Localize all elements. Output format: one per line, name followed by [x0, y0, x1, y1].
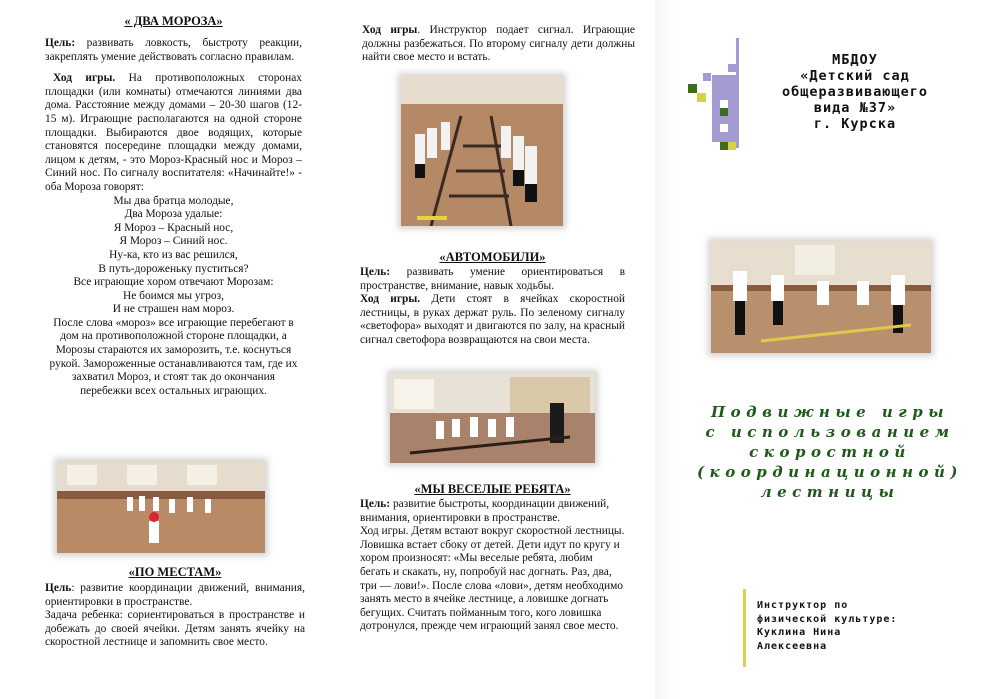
poem-line: Не боимся мы угроз,: [123, 289, 224, 302]
column-left: [0, 0, 330, 699]
course3-label: Ход игры.: [360, 293, 421, 306]
org-line: вида №37»: [813, 100, 897, 116]
goal-paragraph: [45, 37, 302, 64]
goal2-label: Цель: [45, 582, 72, 594]
goal-label: Цель:: [45, 37, 76, 49]
course-text: На противоположных сторонах площадки (или комнаты) отмечаются линиями два дома. Расстояние между домами – 20-30 шагов (12-15 м). Играющие располагаются на одной стороне площадки. Выбираются двое водящих, которые становятся посередине площадки между домами, лицом к детям, - это Мороз-Красный нос и Мороз – Синий нос. По сигналу воспитателя: «Начинайте!» - оба Мороза говорят:: [45, 72, 302, 193]
goal4-paragraph: [360, 498, 625, 525]
section-merry-kids: [360, 482, 625, 634]
cover-title-line: (координационной): [696, 463, 964, 481]
poem-line: Я Мороз – Красный нос,: [113, 221, 234, 234]
task-paragraph: Задача ребенка: сориентироваться в пространстве и добежать до своей ячейки. Детям занять ячейку на скоростной лестнице и запомнить свое место.: [45, 609, 305, 649]
goal2-text: : развитие координации движений, внимания, ориентировки в пространстве.: [45, 582, 305, 608]
course2-paragraph: [362, 24, 635, 65]
org-line: г. Курска: [813, 116, 897, 132]
poem-line: Ну-ка, кто из вас решился,: [109, 248, 238, 261]
instructor-line: Инструктор по: [757, 600, 849, 611]
instructor-block: [757, 599, 977, 653]
photo-illustration: [57, 461, 265, 553]
course3-text: Дети стоят в ячейках скоростной лестницы, в руках держат руль. По зеленому сигналу «светофора» выходят и двигаются по залу, на красный сигнал светофора возвращаются на свои места.: [360, 293, 625, 346]
photo-illustration: [711, 241, 931, 353]
photo-gym-children-3: [390, 373, 595, 463]
pixel-logo-icon: [688, 38, 748, 150]
poem-line: Мы два братца молодые,: [113, 194, 234, 207]
section-po-mestam: [45, 565, 305, 650]
course-label: Ход игры.: [53, 72, 116, 85]
instructor-line: Куклина Нина: [757, 627, 842, 638]
goal-text: развивать ловкость, быстроту реакции, закреплять умение действовать согласно правилам.: [45, 37, 302, 63]
org-line: общеразвивающего: [781, 84, 929, 100]
course4-paragraph: Ход игры. Детям встают вокруг скоростной лестницы. Ловишка встает сбоку от детей. Дети идут по кругу и хором произносят: «Мы веселые ребята, любим бегать и скакать, ну, попробуй нас догнать. Раз, два, три — лови!». После слова «лови», детям необходимо занять место в ячейке лестнице, а ловишке догнать бегущих. Считать пойманным того, кого ловишка дотронулся, прежде чем играющий занял свое место.: [360, 525, 625, 633]
poem-line: И не страшен нам мороз.: [112, 303, 235, 316]
chorus-intro: Все играющие хором отвечают Морозам:: [73, 276, 274, 289]
poem-line: Два Мороза удалые:: [124, 208, 223, 221]
instructor-line: Алексеевна: [757, 640, 828, 652]
photo-gym-children-2: [401, 76, 563, 226]
instructor-accent-bar: [743, 589, 746, 667]
goal3-paragraph: [360, 266, 625, 293]
poem-line: Я Мороз – Синий нос.: [119, 235, 228, 248]
cover-title-line: лестницы: [760, 483, 900, 501]
goal3-label: Цель:: [360, 266, 391, 278]
section-title-cars: «АВТОМОБИЛИ»: [439, 250, 546, 264]
cover-title: [690, 402, 970, 502]
org-line: МБДОУ: [832, 52, 878, 68]
photo-illustration: [401, 76, 563, 226]
photo-gym-children-1: [57, 461, 265, 553]
goal4-label: Цель:: [360, 498, 391, 510]
photo-illustration: [390, 373, 595, 463]
course2-label: Ход игры: [362, 24, 418, 36]
section-cars: [360, 250, 625, 348]
org-name: [755, 52, 955, 132]
course3-paragraph: [360, 293, 625, 347]
course2-text: . Инструктор подает сигнал. Играющие должны разбежаться. По второму сигналу дети должны найти свое место и встать.: [362, 24, 635, 64]
section-title-two-frosts: « ДВА МОРОЗА»: [124, 14, 223, 28]
section-title-merry-kids: «МЫ ВЕСЕЛЫЕ РЕБЯТА»: [414, 482, 571, 496]
goal3-text: развивать умение ориентироваться в пространстве, внимание, навык ходьбы.: [360, 266, 625, 292]
goal4-text: развитие быстроты, координации движений, внимания, ориентировки в пространстве.: [360, 498, 610, 524]
instructor-line: физической культуре:: [757, 613, 898, 625]
goal2-paragraph: [45, 582, 305, 609]
cover-title-line: скоростной: [749, 443, 911, 461]
course-paragraph: [45, 72, 302, 194]
poem-line: В путь-дороженьку пуститься?: [98, 262, 249, 275]
cover-title-line: Подвижные игры: [710, 403, 949, 421]
poem-frosts: [45, 195, 302, 317]
org-line: «Детский сад: [800, 68, 910, 84]
photo-gym-children-4: [711, 241, 931, 353]
after-paragraph: После слова «мороз» все играющие перебегают в дом на противоположной стороне площадки, а Морозы стараются их заморозить, т.е. коснуться рукой. Замороженные останавливаются там, где их захватил Мороз, и стоят так до окончания перебежки всех остальных играющих.: [49, 316, 298, 397]
cover-title-line: с использованием: [705, 423, 955, 441]
section-title-po-mestam: «ПО МЕСТАМ»: [128, 565, 222, 579]
